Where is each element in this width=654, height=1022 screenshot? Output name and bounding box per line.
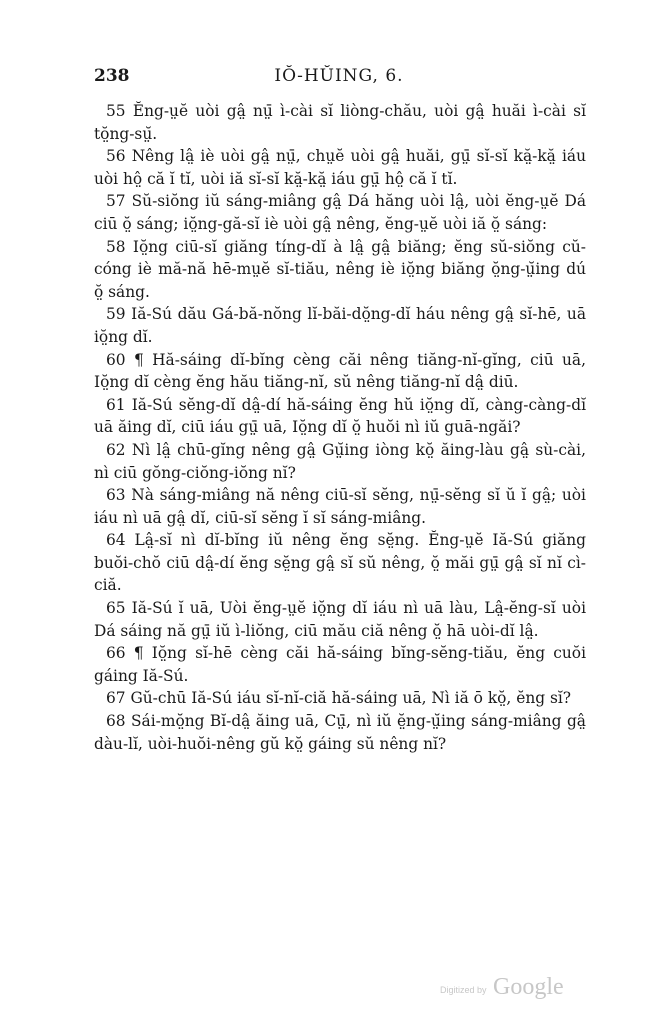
verse-61: 61 Iă-Sú sĕng-dĭ dâ̤-dí hă-sáing ĕng hŭ iŏ̤ng dĭ, càng-càng-dĭ uā ăing dĭ, ciū iáu gṳ̄ uā, Iŏ̤ng dĭ ŏ̤ huŏi nì iŭ guā-ngăi? bbox=[94, 395, 586, 437]
verse-68: 68 Sái-mŏ̤ng Bĭ-dâ̤ ăing uā, Cṳ̄, nì iŭ ĕ̤ng-ṳ̆ing sáng-miâng gâ̤ dàu-lĭ, uòi-huŏi-nêng gŭ kŏ̤ gáing sŭ nêng nĭ? bbox=[94, 712, 586, 753]
verse-59: 59 Iă-Sú dău Gá-bă-nŏng lĭ-băi-dŏ̤ng-dĭ háu nêng gâ̤ sĭ-hē, uā iŏ̤ng dĭ. bbox=[94, 305, 586, 346]
verse-56: 56 Nêng lâ̤ iè uòi gâ̤ nṳ̄, chṳĕ uòi gâ̤ huăi, gṳ̄ sĭ-sĭ kă̤-kă̤ iáu uòi hô̤ că ĭ tĭ, uòi iă sĭ-sĭ kă̤-kă̤ iáu gṳ̄ hô̤ că ĭ tĭ. bbox=[94, 147, 586, 188]
verse-63: 63 Nà sáng-miâng nă nêng ciū-sĭ sĕng, nṳ̄-sĕng sĭ ŭ ĭ gâ̤; uòi iáu nì uā gâ̤ dĭ, ciū-sĭ sĕng ĭ sĭ sáng-miâng. bbox=[94, 486, 586, 527]
verse-62: 62 Nì lâ̤ chū-gĭng nêng gâ̤ Gṳ̆ing iòng kŏ̤ ăing-làu gâ̤ sù-cài, nì ciū gŏng-ciŏng-iŏng nĭ? bbox=[94, 440, 586, 482]
running-title: IŎ-HŬING, 6. bbox=[274, 66, 404, 86]
page-number: 238 bbox=[94, 66, 130, 86]
digitized-by-google-watermark bbox=[440, 974, 590, 1004]
verse-60: 60 ¶ Hă-sáing dĭ-bĭng cèng căi nêng tiăng-nĭ-gĭng, ciū uā, Iŏ̤ng dĭ cèng ĕng hău tiăng-nĭ, sŭ nêng tiăng-nĭ dâ̤ diū. bbox=[94, 350, 586, 392]
watermark-google-logo: Google bbox=[493, 974, 564, 1000]
verse-67: 67 Gŭ-chū Iă-Sú iáu sĭ-nĭ-ciă hă-sáing uā, Nì iă ō kŏ̤, ĕng sĭ? bbox=[106, 689, 572, 708]
page-header bbox=[94, 66, 584, 88]
watermark-digitized-by: Digitized by bbox=[440, 985, 487, 995]
verse-58: 58 Iŏ̤ng ciū-sĭ giăng tíng-dĭ à lâ̤ gâ̤ biăng; ĕng sŭ-siŏng cŭ-cóng iè mă-nă hē-mṳĕ sĭ-tiău, nêng iè iŏ̤ng biăng ŏ̤ng-ṳ̆ing dú ŏ̤ sáng. bbox=[94, 237, 586, 301]
verse-55: 55 Ĕng-ṳĕ uòi gâ̤ nṳ̄ ì-cài sĭ liòng-chău, uòi gâ̤ huăi ì-cài sĭ tŏ̤ng-sṳ̆. bbox=[94, 102, 586, 143]
verse-66: 66 ¶ Iŏ̤ng sĭ-hē cèng căi hă-sáing bĭng-sĕng-tiău, ĕng cuŏi gáing Iă-Sú. bbox=[94, 644, 586, 685]
verse-57: 57 Sŭ-siŏng iŭ sáng-miâng gâ̤ Dá hăng uòi lâ̤, uòi ĕng-ṳĕ Dá ciū ŏ̤ sáng; iŏ̤ng-gă-sĭ iè uòi gâ̤ nêng, ĕng-ṳĕ uòi iă ŏ̤ sáng: bbox=[94, 192, 586, 233]
verse-64: 64 Lâ̤-sĭ nì dĭ-bĭng iŭ nêng ĕng sĕ̤ng. Ĕng-ṳĕ Iă-Sú giăng buŏi-chŏ ciū dâ̤-dí ĕng sĕ̤ng gâ̤ sĭ sŭ nêng, ŏ̤ măi gṳ̄ gâ̤ sĭ nĭ cì-ciă. bbox=[94, 531, 586, 595]
verse-list bbox=[94, 100, 586, 755]
verse-65: 65 Iă-Sú ĭ uā, Uòi ĕng-ṳĕ iŏ̤ng dĭ iáu nì uā làu, Lâ̤-ĕng-sĭ uòi Dá sáing nă gṳ̄ iŭ ì-liŏng, ciū mău ciă nêng ŏ̤ hā uòi-dĭ lâ̤. bbox=[94, 599, 586, 640]
